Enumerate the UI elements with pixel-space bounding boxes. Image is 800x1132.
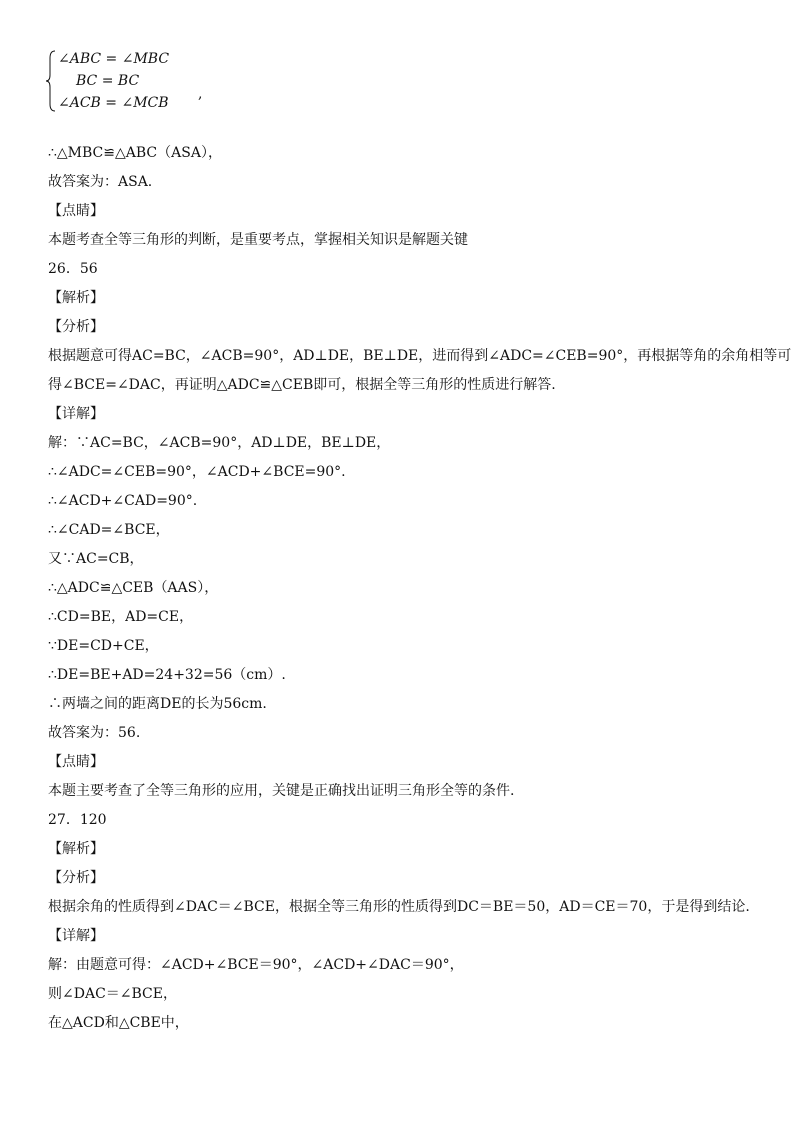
text-line: ∴∠ACD+∠CAD=90°.	[48, 493, 198, 509]
text-line: ∵DE=CD+CE，	[48, 638, 159, 654]
text-line: 又∵AC=CB，	[48, 551, 144, 567]
text-line: 得∠BCE=∠DAC，再证明△ADC≌△CEB即可，根据全等三角形的性质进行解答.	[48, 377, 556, 393]
text-line: 故答案为：56.	[48, 725, 141, 741]
text-line: 故答案为：ASA.	[48, 174, 153, 190]
text-line: 在△ACD和△CBE中，	[48, 1015, 189, 1031]
text-line: ∴CD=BE，AD=CE，	[48, 609, 194, 625]
text-line: ∴∠ADC=∠CEB=90°，∠ACD+∠BCE=90°.	[48, 464, 346, 480]
section-heading: 【点睛】	[48, 754, 104, 770]
text-line: 根据余角的性质得到∠DAC＝∠BCE，根据全等三角形的性质得到DC＝BE＝50，AD＝CE＝70，于是得到结论.	[48, 899, 750, 915]
text-line: 解：由题意可得：∠ACD+∠BCE＝90°，∠ACD+∠DAC＝90°，	[48, 957, 464, 973]
question-number: 27．120	[48, 812, 107, 828]
text-line: ∴两墙之间的距离DE的长为56cm.	[48, 696, 267, 712]
text-line: 解：∵AC=BC，∠ACB=90°，AD⊥DE，BE⊥DE，	[48, 435, 391, 451]
section-heading: 【解析】	[48, 841, 104, 857]
section-heading: 【分析】	[48, 319, 104, 335]
text-line: ∴△ADC≌△CEB（AAS），	[48, 580, 219, 596]
text-line: 本题主要考查了全等三角形的应用，关键是正确找出证明三角形全等的条件.	[48, 783, 515, 799]
section-heading: 【详解】	[48, 406, 104, 422]
section-heading: 【分析】	[48, 870, 104, 886]
text-line: 根据题意可得AC=BC，∠ACB=90°，AD⊥DE，BE⊥DE，进而得到∠ADC=∠CEB=90°，再根据等角的余角相等可	[48, 348, 792, 364]
section-heading: 【点睛】	[48, 203, 104, 219]
equation-2: BC = BC	[76, 73, 140, 89]
text-line: ∴DE=BE+AD=24+32=56（cm）.	[48, 667, 286, 683]
text-line: 本题考查全等三角形的判断，是重要考点，掌握相关知识是解题关键	[48, 232, 468, 248]
section-heading: 【解析】	[48, 290, 104, 306]
section-heading: 【详解】	[48, 928, 104, 944]
equation-trailing-comma: ,	[198, 86, 203, 102]
equation-3: ∠ACB = ∠MCB	[58, 95, 169, 111]
left-brace	[46, 50, 56, 112]
text-line: 则∠DAC＝∠BCE，	[48, 986, 177, 1002]
equation-system	[46, 46, 246, 116]
equation-1: ∠ABC = ∠MBC	[58, 51, 170, 67]
text-line: ∴∠CAD=∠BCE，	[48, 522, 170, 538]
question-number: 26．56	[48, 261, 98, 277]
text-line: ∴△MBC≌△ABC（ASA），	[48, 145, 222, 161]
